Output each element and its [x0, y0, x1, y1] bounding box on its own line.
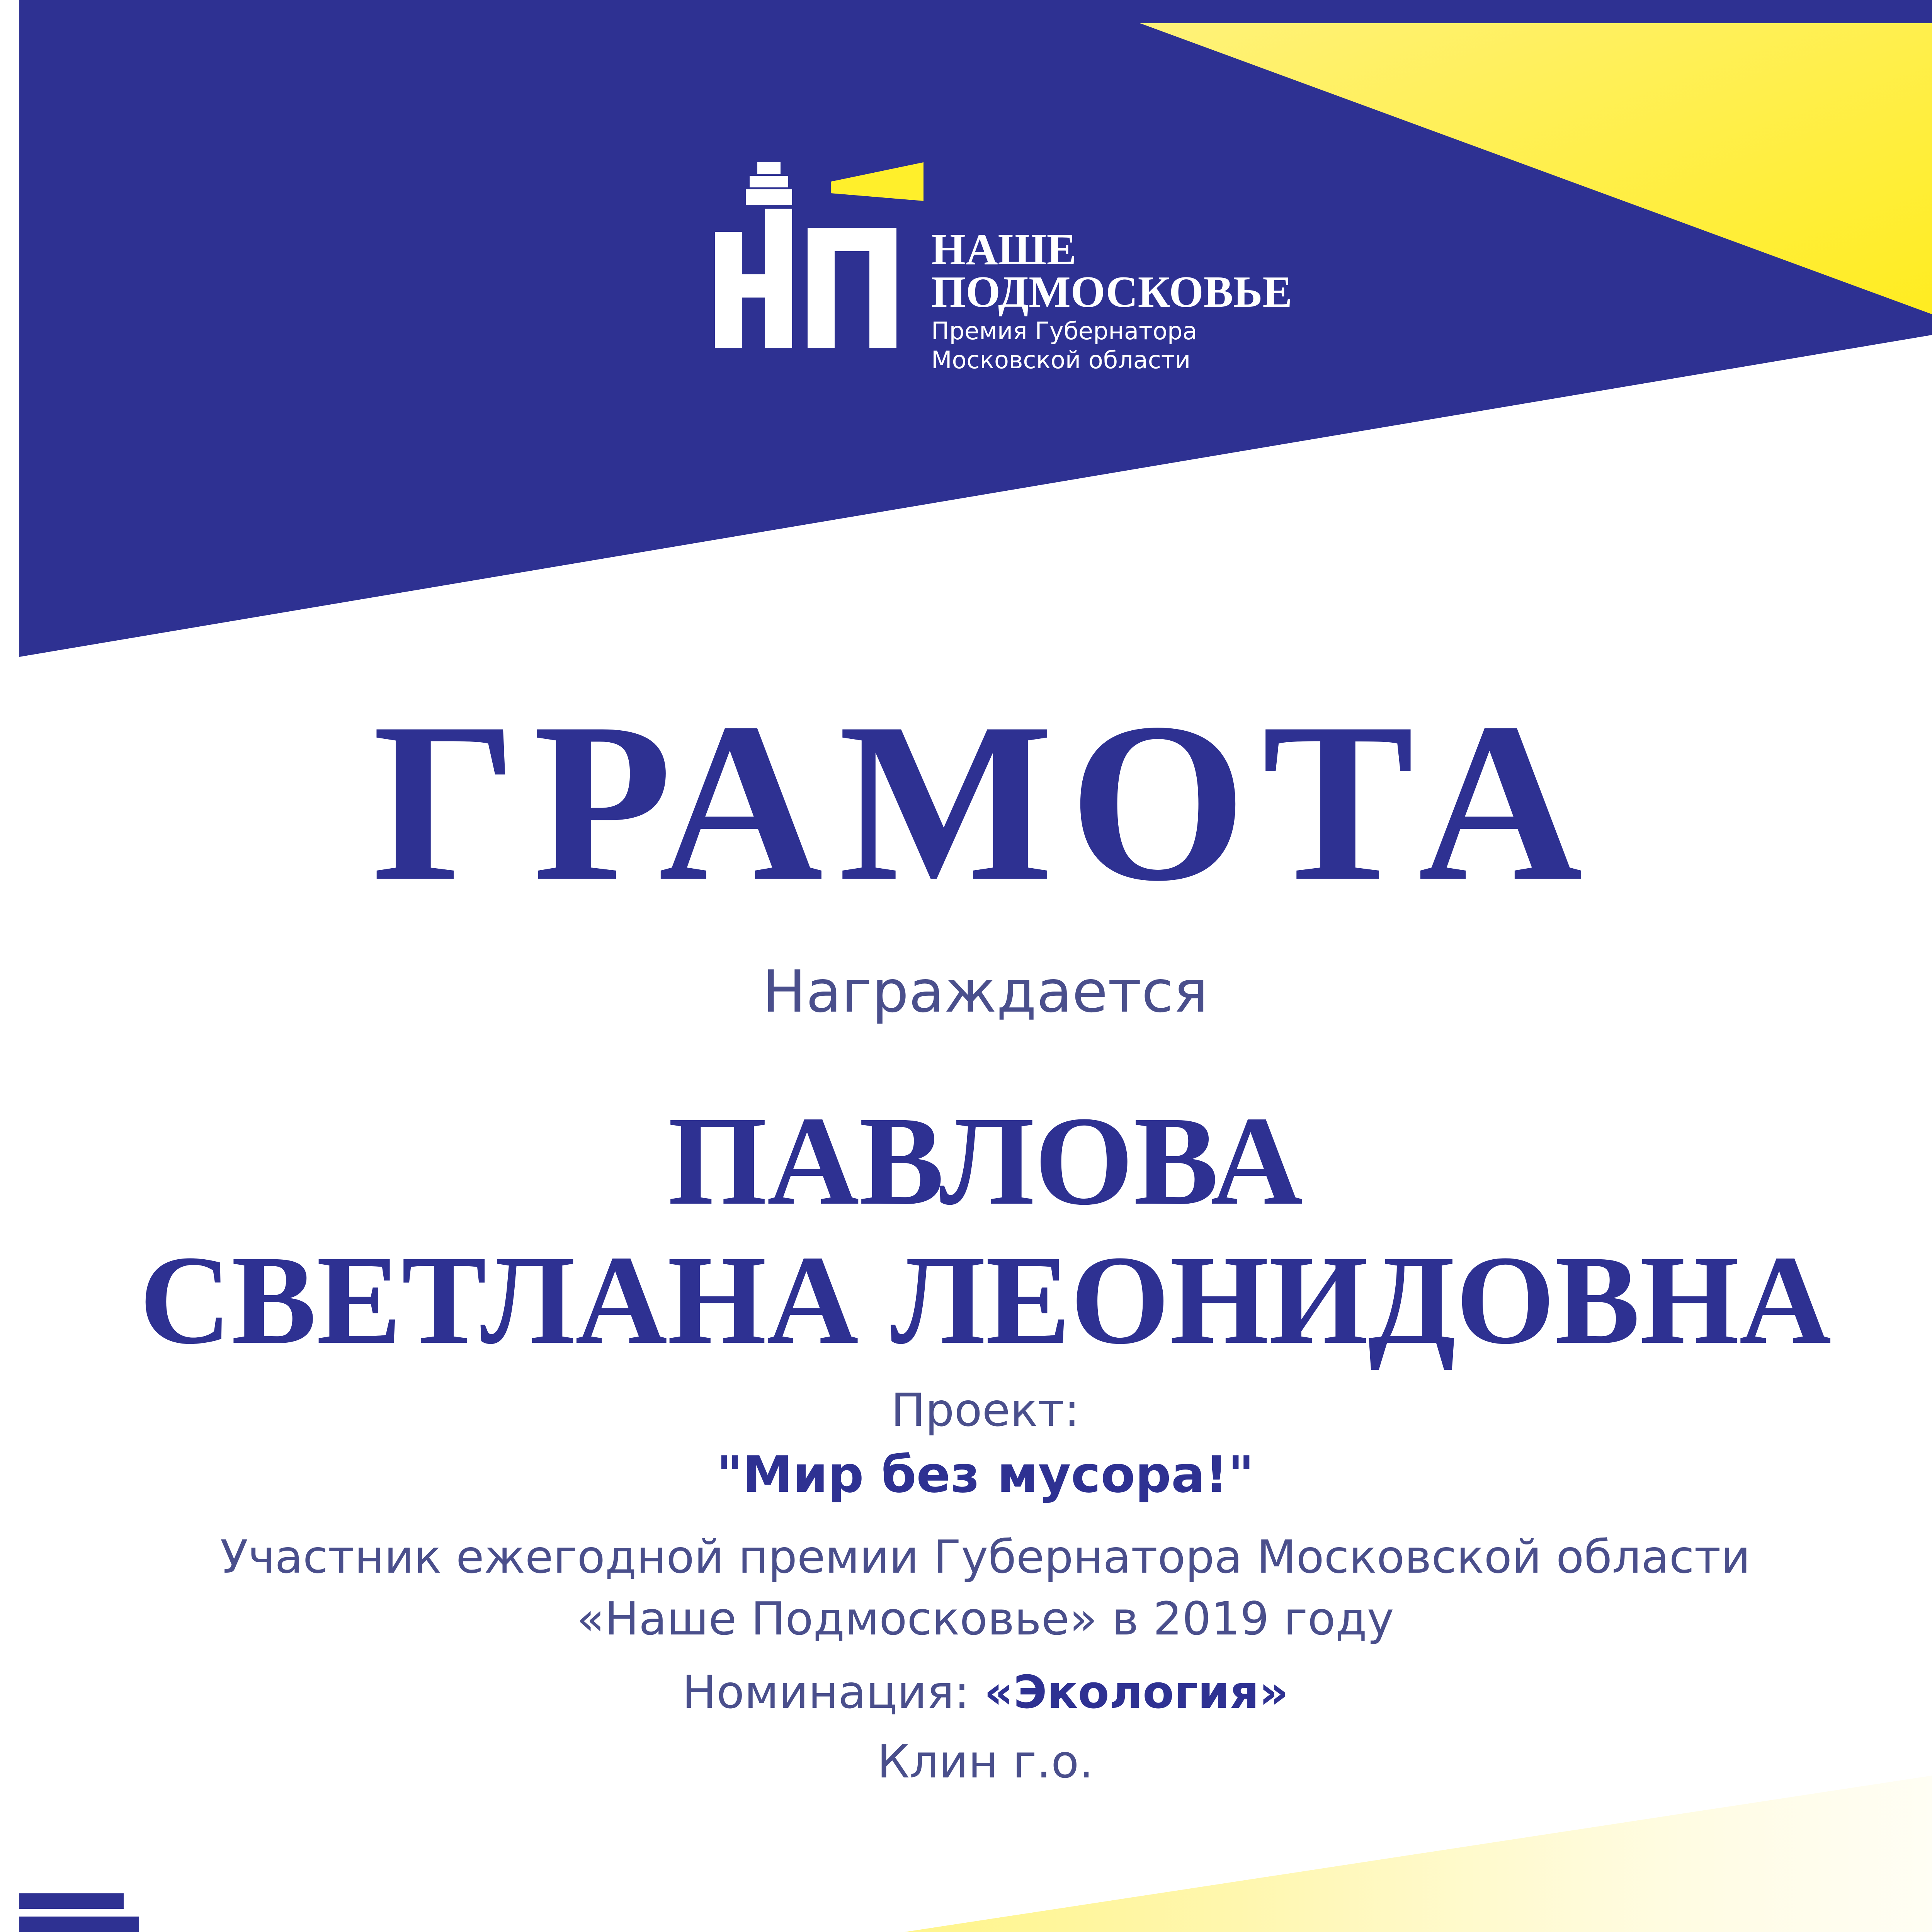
participant-line-2: «Наше Подмосковье» в 2019 году	[577, 1592, 1394, 1645]
logo-subtitle-line1: Премия Губернатора	[931, 317, 1197, 345]
nomination-value: «Экология»	[984, 1665, 1289, 1719]
awarded-label: Награждается	[762, 958, 1208, 1026]
certificate-title: ГРАМОТА	[372, 675, 1599, 928]
logo-lighthouse-icon	[707, 155, 923, 355]
recipient-given-names: СВЕТЛАНА ЛЕОНИДОВНА	[139, 1230, 1832, 1371]
project-title: "Мир без мусора!"	[716, 1445, 1254, 1504]
logo-title-line2: ПОДМОСКОВЬЕ	[931, 267, 1293, 316]
participant-line-1: Участник ежегодной премии Губернатора Московской области	[220, 1530, 1751, 1583]
nomination-label: Номинация:	[682, 1665, 984, 1719]
recipient-surname: ПАВЛОВА	[668, 1090, 1303, 1231]
city: Клин г.о.	[877, 1735, 1094, 1788]
nomination	[0, 1665, 1932, 1719]
logo-subtitle-line2: Московской области	[931, 346, 1191, 374]
project-label: Проект:	[891, 1383, 1080, 1437]
bottom-yellow-beam	[143, 1770, 1932, 1932]
lighthouse-cap	[19, 1893, 124, 1909]
logo-title-line1: НАШЕ	[931, 225, 1077, 274]
